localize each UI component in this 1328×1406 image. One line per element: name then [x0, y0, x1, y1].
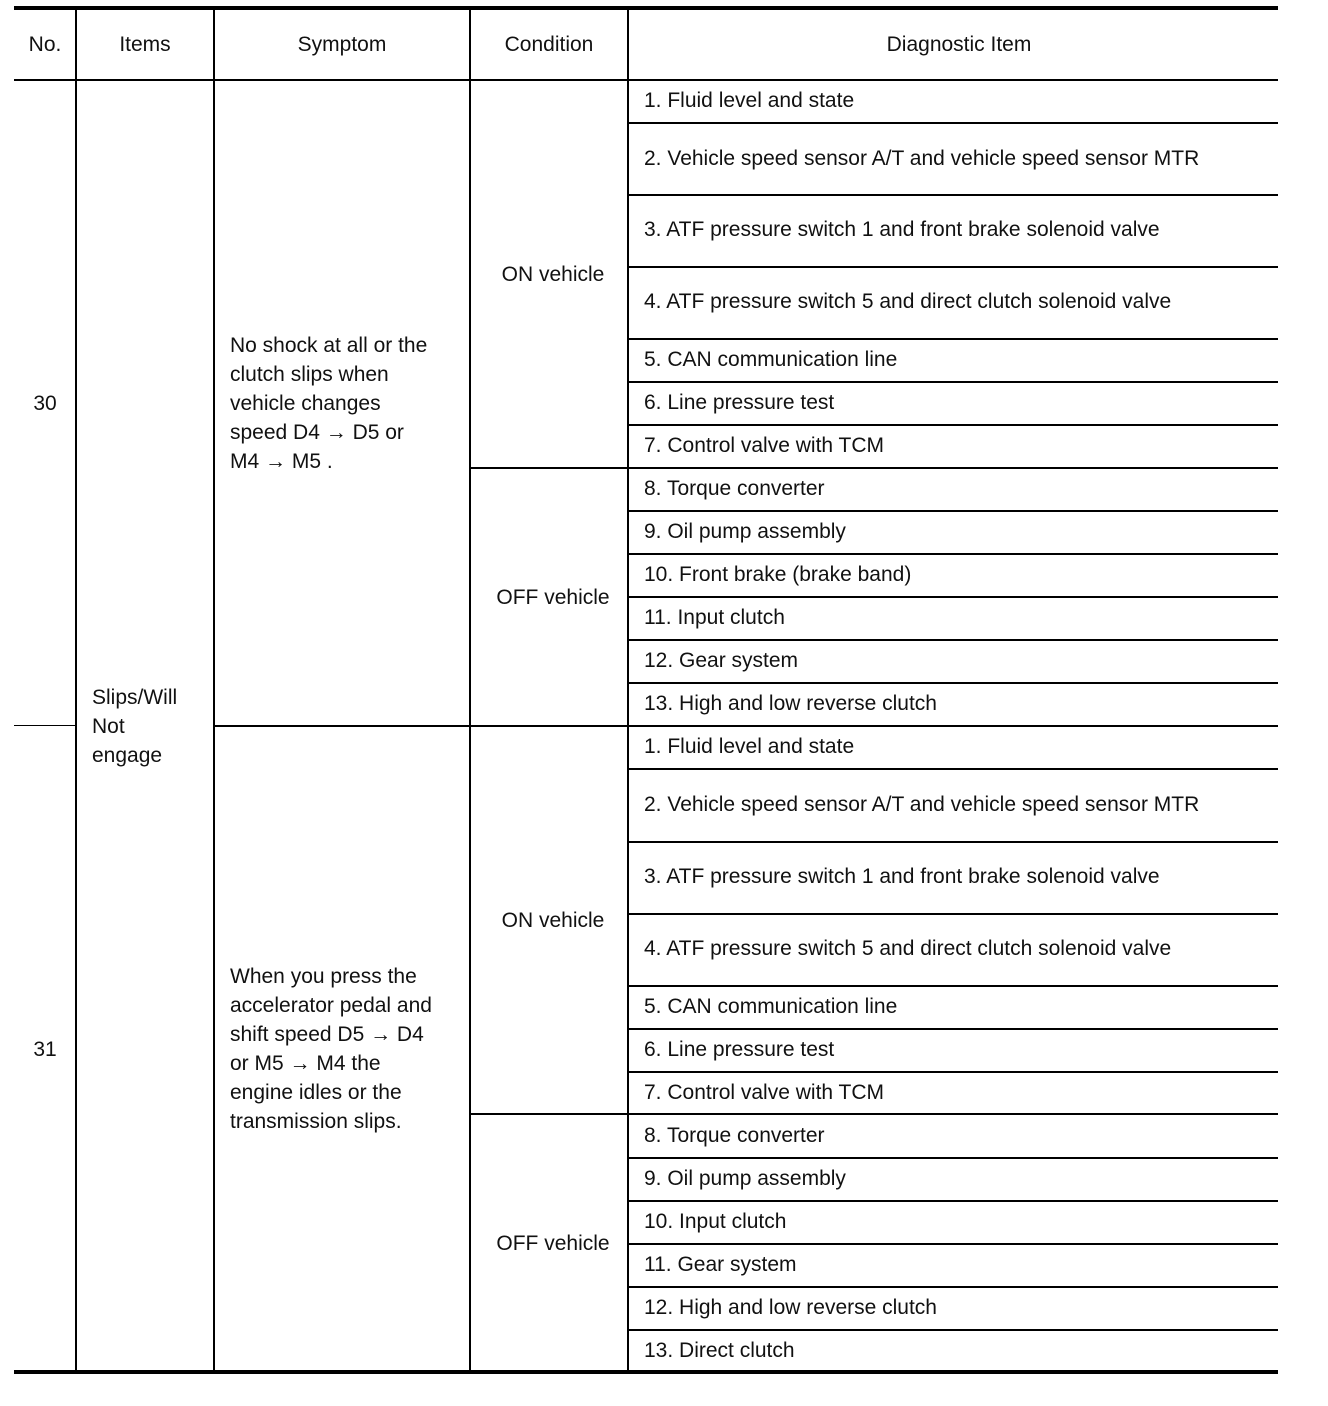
diagnostic-item: 12. Gear system [644, 649, 799, 672]
row-number-31: 31 [33, 1037, 57, 1061]
diagnostic-item: 3. ATF pressure switch 1 and front brake solenoid valve [644, 218, 1160, 241]
condition-on-vehicle-31: ON vehicle [501, 908, 605, 932]
symptom-30 [230, 80, 466, 726]
symptom-31 [230, 726, 466, 1372]
item-rule [628, 510, 1278, 512]
diagnostic-item: 1. Fluid level and state [644, 735, 855, 758]
diagnostic-item: 4. ATF pressure switch 5 and direct clutch solenoid valve [644, 290, 1172, 313]
diagnostic-item: 9. Oil pump assembly [644, 520, 846, 543]
item-rule [628, 1329, 1278, 1331]
table-bottom-rule [14, 1370, 1278, 1374]
diagnostic-item: 7. Control valve with TCM [644, 434, 885, 457]
item-rule [628, 682, 1278, 684]
item-rule [628, 1200, 1278, 1202]
item-rule [628, 985, 1278, 987]
item-rule [628, 768, 1278, 770]
diagnostic-item: 13. Direct clutch [644, 1339, 795, 1362]
header-diagnostic-item: Diagnostic Item [886, 32, 1032, 56]
diagnostic-item: 5. CAN communication line [644, 995, 898, 1018]
diagnostic-item: 10. Input clutch [644, 1210, 787, 1233]
symptom-30-text: No shock at all or the clutch slips when vehicle changes speed D4 → D5 or M4 → M5 . [230, 333, 428, 473]
item-rule [628, 266, 1278, 268]
diagnostic-item: 8. Torque converter [644, 1124, 825, 1147]
item-rule [628, 1243, 1278, 1245]
header-condition: Condition [504, 32, 594, 56]
header-no: No. [28, 32, 62, 56]
item-rule [628, 381, 1278, 383]
items-label: Slips/Will Not engage [92, 685, 178, 767]
diagnostic-item: 12. High and low reverse clutch [644, 1296, 937, 1319]
header-items: Items [119, 32, 171, 56]
symptom-31-text: When you press the accelerator pedal and shift speed D5 → D4 or M5 → M4 the engine idles or the transmission slips. [230, 965, 432, 1133]
column-rule [627, 8, 629, 1372]
item-rule [628, 338, 1278, 340]
diagnostic-item: 2. Vehicle speed sensor A/T and vehicle speed sensor MTR [644, 793, 1200, 816]
diagnostic-item: 2. Vehicle speed sensor A/T and vehicle speed sensor MTR [644, 147, 1200, 170]
diagnostic-item: 8. Torque converter [644, 477, 825, 500]
item-rule [628, 1286, 1278, 1288]
condition-rule [470, 467, 1278, 469]
item-rule [628, 194, 1278, 196]
item-rule [628, 553, 1278, 555]
diagnostic-item: 6. Line pressure test [644, 391, 835, 414]
diagnostic-item: 5. CAN communication line [644, 348, 898, 371]
diagnostic-item: 11. Gear system [644, 1253, 797, 1276]
column-rule [469, 8, 471, 1372]
item-rule [628, 596, 1278, 598]
header-rule [14, 79, 1278, 81]
item-rule [628, 122, 1278, 124]
diagnostic-item: 9. Oil pump assembly [644, 1167, 846, 1190]
diagnostic-item: 10. Front brake (brake band) [644, 563, 912, 586]
row-rule [14, 725, 76, 726]
condition-off-vehicle-31: OFF vehicle [496, 1231, 610, 1255]
condition-off-vehicle-30: OFF vehicle [496, 585, 610, 609]
condition-on-vehicle-30: ON vehicle [501, 262, 605, 286]
item-rule [628, 1071, 1278, 1073]
item-rule [628, 1028, 1278, 1030]
diagnostic-item: 11. Input clutch [644, 606, 785, 629]
table-top-rule [14, 6, 1278, 10]
diagnostic-item: 7. Control valve with TCM [644, 1081, 885, 1104]
row-rule [214, 725, 1278, 727]
item-rule [628, 1157, 1278, 1159]
item-rule [628, 639, 1278, 641]
diagnostic-item: 6. Line pressure test [644, 1038, 835, 1061]
condition-rule [470, 1113, 1278, 1115]
item-rule [628, 841, 1278, 843]
column-rule [75, 8, 77, 1372]
header-symptom: Symptom [297, 32, 387, 56]
diagnostic-item: 13. High and low reverse clutch [644, 692, 937, 715]
diagnostic-item: 1. Fluid level and state [644, 89, 855, 112]
column-rule [213, 8, 215, 1372]
diagnostic-item: 3. ATF pressure switch 1 and front brake solenoid valve [644, 865, 1160, 888]
row-number-30: 30 [33, 391, 57, 415]
diagnostic-item: 4. ATF pressure switch 5 and direct clutch solenoid valve [644, 937, 1172, 960]
item-rule [628, 424, 1278, 426]
item-rule [628, 913, 1278, 915]
